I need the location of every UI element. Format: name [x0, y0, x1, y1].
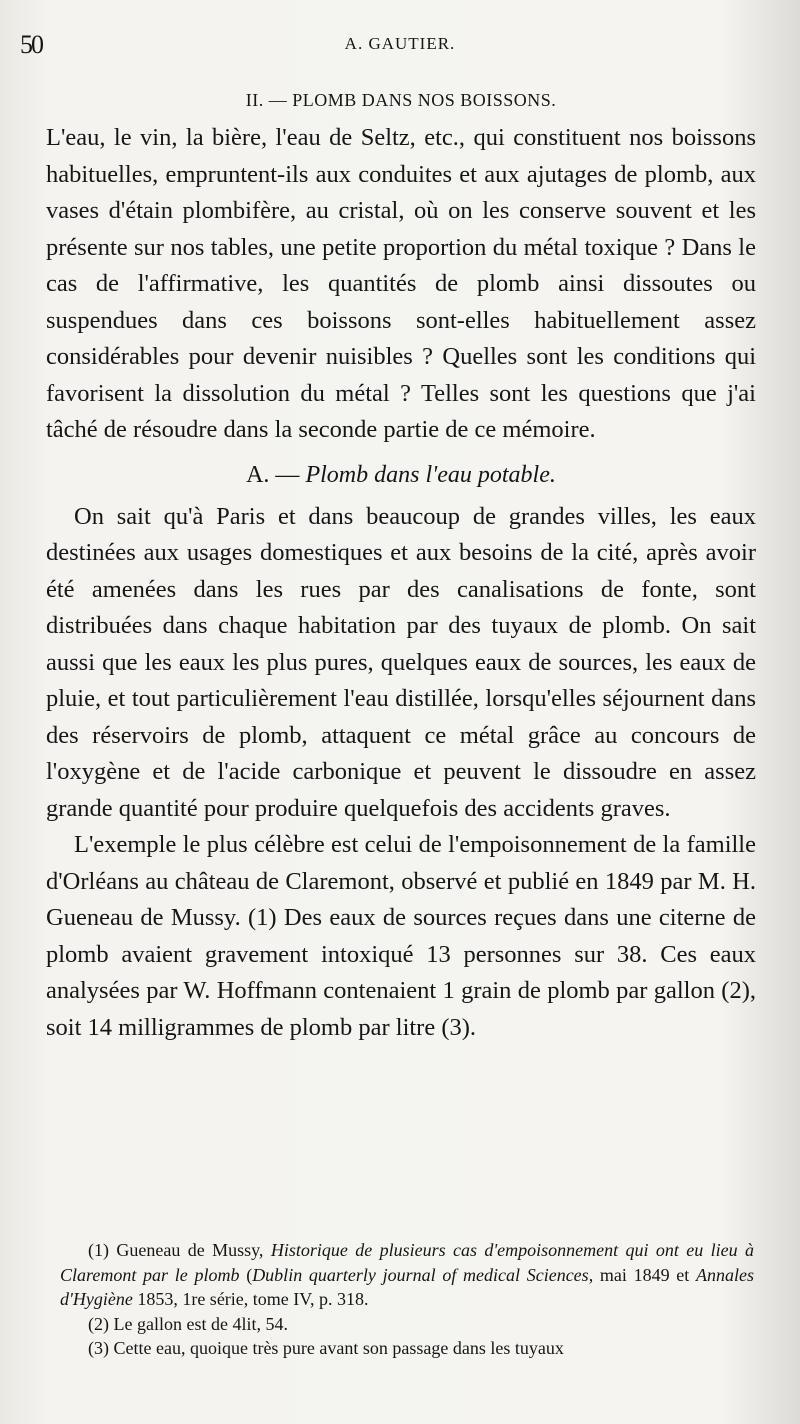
subsection-title [46, 457, 756, 493]
footnote-1-author: (1) Gueneau de Mussy, [88, 1240, 264, 1260]
footnote-1-title: Historique de plusieurs cas d'empoisonnement qui ont eu lieu à Claremont par le plomb [60, 1240, 755, 1285]
running-head: A. GAUTIER. [344, 34, 456, 53]
subsection-heading: Plomb dans l'eau potable. [305, 461, 556, 488]
footnote-2: (2) Le gallon est de 4lit, 54. [88, 1313, 288, 1334]
footnote-1-annales: Annales d'Hygiène [60, 1264, 755, 1309]
footnote-1-paren: ( [246, 1264, 253, 1285]
section-title: II. — PLOMB DANS NOS BOISSONS. [245, 90, 557, 110]
paragraph-claremont: L'exemple le plus célèbre est celui de l'empoisonnement de la famille d'Orléans au château de Claremont, observé et publié en 1849 par M. H. Gueneau de Mussy. (1) Des eaux de sources reçues dans une citerne de plomb avaient gravement intoxiqué 13 personnes sur 38. Ces eaux analysées par W. Hoffmann contenaient 1 grain de plomb par gallon (2), soit 14 milligrammes de plomb par litre (3). [46, 831, 756, 1041]
footnote-1-date: , mai 1849 et [588, 1264, 690, 1285]
footnote-3: (3) Cette eau, quoique très pure avant son passage dans les tuyaux [88, 1338, 564, 1358]
page-header [20, 30, 780, 60]
page-number: 50 [20, 30, 42, 59]
footnotes [60, 1238, 754, 1361]
footnote-1-journal: Dublin quarterly journal of medical Sciences [252, 1264, 589, 1285]
footnote-1 [60, 1238, 754, 1312]
subsection-prefix: A. — [246, 461, 300, 488]
body-text [46, 84, 756, 1046]
paragraph-intro: L'eau, le vin, la bière, l'eau de Seltz, etc., qui constituent nos boissons habituelles, empruntent-ils aux conduites et aux ajutages de plomb, aux vases d'étain plombifère, au cristal, où on les conserve souvent et les présente sur nos tables, une petite proportion du métal toxique ? Dans le cas de l'affirmative, les quantités de plomb ainsi dissoutes ou suspendues dans ces boissons sont-elles habituellement assez considérables pour devenir nuisibles ? Quelles sont les conditions qui favorisent la dissolution du métal ? Telles sont les questions que j'ai tâché de résoudre dans la seconde partie de ce mémoire. [46, 124, 756, 443]
paragraph-paris-water: On sait qu'à Paris et dans beaucoup de grandes villes, les eaux destinées aux usages domestiques et aux besoins de la cité, après avoir été amenées dans les rues par des canalisations de fonte, sont distribuées dans chaque habitation par des tuyaux de plomb. On sait aussi que les eaux les plus pures, quelques eaux de sources, les eaux de pluie, et tout particulièrement l'eau distillée, lorsqu'elles séjournent dans des réservoirs de plomb, attaquent ce métal grâce au concours de l'oxygène et de l'acide carbonique et peuvent le dissoudre en assez grande quantité pour produire quelquefois des accidents graves. [46, 502, 756, 822]
footnote-1-ref: 1853, 1re série, tome IV, p. 318. [137, 1289, 369, 1309]
